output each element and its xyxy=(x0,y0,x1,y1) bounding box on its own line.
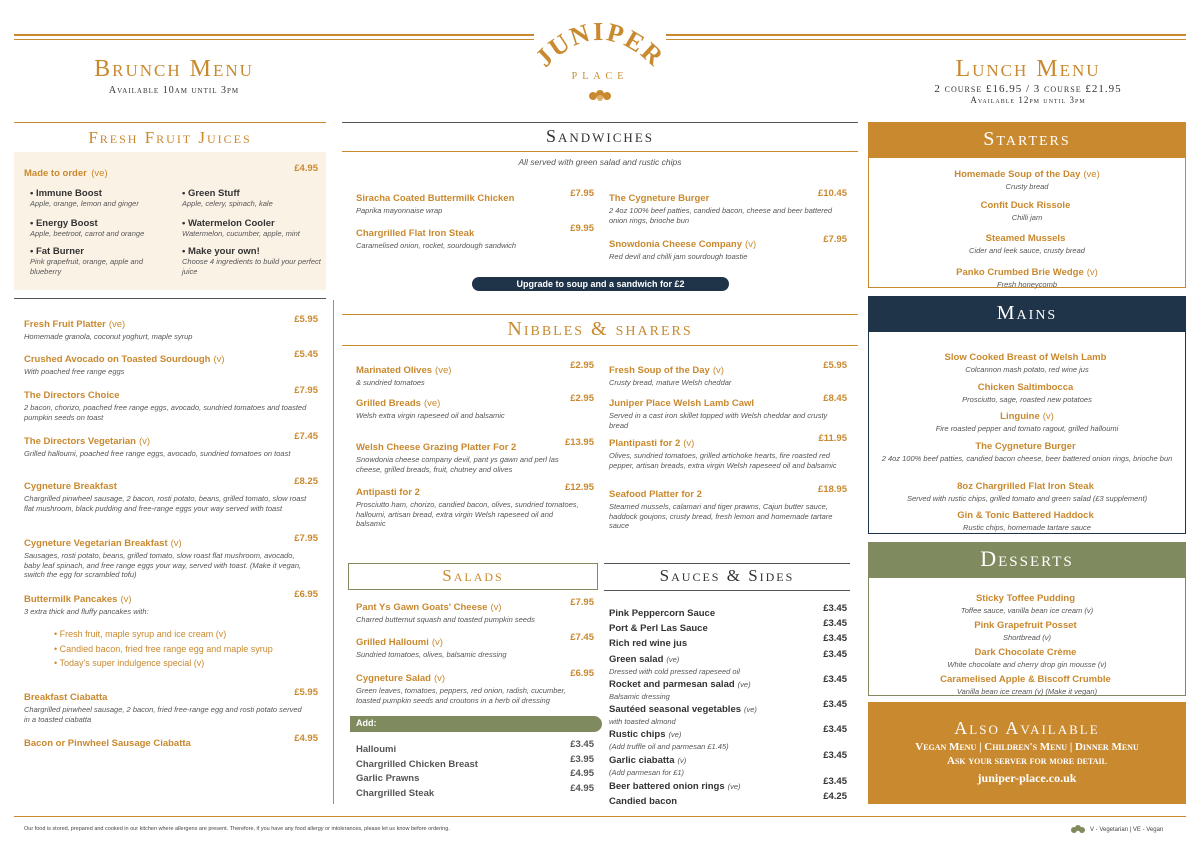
item-price: £7.95 xyxy=(570,597,594,608)
item-price: £5.95 xyxy=(823,360,847,371)
item-description: Sausages, rosti potato, beans, grilled tomato, slow roast flat mushroom, avocado, baby leaf spinach, and free range eggs your way, served with toast. (Make it vegan, switch the egg for scrambled tofu) xyxy=(24,551,302,579)
item-description: Charred butternut squash and toasted pumpkin seeds xyxy=(356,615,535,624)
item-row xyxy=(868,642,1186,660)
item-name: The Cygneture Burger xyxy=(975,441,1076,452)
item-tag: (v) xyxy=(490,602,502,613)
brunch-subtitle: Available 10am until 3pm xyxy=(108,85,240,96)
made-to-order-price: £4.95 xyxy=(294,163,318,174)
juice-name: • Watermelon Cooler xyxy=(182,218,275,229)
item-price: £10.45 xyxy=(817,188,847,199)
item-price: £7.95 xyxy=(294,385,318,396)
item-row xyxy=(868,406,1186,424)
item-name: Slow Cooked Breast of Welsh Lamb xyxy=(944,352,1107,363)
item-name: The Directors Choice xyxy=(24,390,120,401)
made-to-order-tag: (ve) xyxy=(91,168,108,179)
menu-item xyxy=(356,360,594,388)
item-price: £5.95 xyxy=(294,687,318,698)
item-name: Siracha Coated Buttermilk Chicken xyxy=(356,193,515,204)
item-price: £2.95 xyxy=(570,393,594,404)
juice-description: Apple, orange, lemon and ginger xyxy=(30,199,139,208)
menu-item xyxy=(868,669,1186,697)
item-description: Homemade granola, coconut yoghurt, maple syrup xyxy=(24,332,193,341)
juice-item xyxy=(182,188,322,209)
item-tag: (v) xyxy=(745,239,757,250)
menu-item xyxy=(868,642,1186,670)
item-description: Snowdonia cheese company devil, pant ys gawn and perl las cheese, grilled breads, fruit, chutney and olives xyxy=(356,455,559,474)
item-price: £4.95 xyxy=(570,768,594,779)
item-name: Homemade Soup of the Day xyxy=(954,169,1081,180)
item-name: The Cygneture Burger xyxy=(609,193,710,204)
item-price: £4.95 xyxy=(294,733,318,744)
item-price: £3.95 xyxy=(570,754,594,765)
item-price: £6.95 xyxy=(570,668,594,679)
add-bar xyxy=(350,716,602,732)
juice-description: Pink grapefruit, orange, apple and blueberry xyxy=(30,257,143,276)
item-description: Balsamic dressing xyxy=(609,692,670,701)
item-row xyxy=(868,164,1186,182)
item-name: Dark Chocolate Crème xyxy=(974,647,1077,658)
item-name: Linguine xyxy=(1000,411,1040,422)
item-description: Chilli jam xyxy=(1011,213,1043,222)
item-name: Chargrilled Steak xyxy=(356,788,435,799)
item-row xyxy=(868,505,1186,523)
item-description: Vanilla bean ice cream (v) (Make it vegan) xyxy=(956,687,1098,696)
item-name: Grilled Breads xyxy=(356,398,421,409)
menu-item xyxy=(868,195,1186,223)
mains-title: Mains xyxy=(996,302,1058,324)
item-price: £5.45 xyxy=(294,349,318,360)
item-tag: (ve) xyxy=(1083,169,1100,180)
logo-top: JUNIPER xyxy=(530,16,670,73)
item-description: (Add truffle oil and parmesan £1.45) xyxy=(609,742,729,751)
item-price: £3.45 xyxy=(823,603,847,614)
menu-item xyxy=(868,228,1186,256)
item-name: Juniper Place Welsh Lamb Cawl xyxy=(609,398,755,409)
item-name: The Directors Vegetarian xyxy=(24,436,136,447)
item-name: Grilled Halloumi xyxy=(356,637,429,648)
item-price: £8.25 xyxy=(294,476,318,487)
item-price: £8.45 xyxy=(823,393,847,404)
item-name: Beer battered onion rings xyxy=(609,781,725,792)
lunch-subtitle: Available 12pm until 3pm xyxy=(970,95,1086,105)
menu-item xyxy=(868,505,1186,533)
item-name: Panko Crumbed Brie Wedge xyxy=(956,267,1084,278)
lunch-title: Lunch Menu xyxy=(955,56,1101,82)
juice-description: Watermelon, cucumber, apple, mint xyxy=(182,229,300,238)
item-description: Fresh honeycomb xyxy=(996,280,1058,289)
item-price: £3.45 xyxy=(823,633,847,644)
sauce-item xyxy=(609,699,847,727)
item-price: £4.25 xyxy=(823,791,847,802)
menu-item xyxy=(868,377,1186,405)
juices-title: Fresh Fruit Juices xyxy=(88,128,252,147)
menu-item xyxy=(24,589,318,617)
item-tag: (v) xyxy=(433,673,446,684)
menu-item xyxy=(356,188,594,216)
item-row xyxy=(868,669,1186,687)
item-name: Chargrilled Chicken Breast xyxy=(356,759,478,770)
menu-item xyxy=(868,588,1186,616)
item-description: 3 extra thick and fluffy pancakes with: xyxy=(24,607,149,616)
item-tag: (v) xyxy=(120,594,132,605)
logo-bottom: PLACE xyxy=(571,71,629,82)
sauce-item xyxy=(609,724,847,752)
item-price: £7.45 xyxy=(570,632,594,643)
item-description: Sundried tomatoes, olives, balsamic dressing xyxy=(356,650,507,659)
legend xyxy=(1070,824,1163,836)
menu-item xyxy=(609,360,847,388)
menu-item xyxy=(24,533,318,580)
menu-item xyxy=(24,349,318,377)
item-name: Welsh Cheese Grazing Platter For 2 xyxy=(356,442,517,453)
also-available-box xyxy=(868,702,1186,804)
item-name: Chargrilled Flat Iron Steak xyxy=(356,228,475,239)
juice-item xyxy=(30,246,170,276)
item-tag: (v) xyxy=(1086,267,1098,278)
sauce-item xyxy=(609,750,847,778)
item-row xyxy=(868,615,1186,633)
item-description: Chargrilled pinwheel sausage, 2 bacon, rosti potato, beans, grilled tomato, slow roast flat mushroom, black pudding and free-range eggs your way served with toast xyxy=(24,494,307,513)
item-name: Snowdonia Cheese Company xyxy=(609,239,743,250)
juice-item xyxy=(30,188,170,209)
item-price: £12.95 xyxy=(564,482,594,493)
juice-item xyxy=(182,218,322,239)
item-description: Chargrilled pinwheel sausage, 2 bacon, fried free-range egg and rosti potato served in a toasted ciabatta xyxy=(24,705,302,724)
allergy-note: Our food is stored, prepared and cooked in our kitchen where allergens are present. Therefore, if you have any food allergy or intolerances, please let us know before ordering. xyxy=(24,826,450,832)
item-name: Cygneture Salad xyxy=(356,673,431,684)
menu-item xyxy=(868,406,1186,434)
juice-description: Choose 4 ingredients to build your perfect juice xyxy=(182,257,321,276)
item-name: Rustic chips xyxy=(609,729,666,740)
item-row xyxy=(868,347,1186,365)
item-price: £7.95 xyxy=(570,188,594,199)
menu-item xyxy=(356,597,594,625)
item-name: Chicken Saltimbocca xyxy=(977,382,1074,393)
item-name: Cygneture Vegetarian Breakfast xyxy=(24,538,168,549)
menu-item xyxy=(609,433,847,470)
made-to-order-label: Made to order xyxy=(24,168,87,179)
menu-item xyxy=(609,234,847,262)
sandwiches-title: Sandwiches xyxy=(545,126,654,146)
item-tag: (ve) xyxy=(108,319,126,330)
juice-name: • Energy Boost xyxy=(30,218,98,229)
menu-item xyxy=(868,476,1186,504)
item-description: Prosciutto ham, chorizo, candied bacon, olives, sundried tomatoes, halloumi, artisan bread, extra virgin Welsh rapeseed oil and balsamic xyxy=(356,500,579,528)
item-price: £7.95 xyxy=(294,533,318,544)
item-name: Seafood Platter for 2 xyxy=(609,489,702,500)
item-row xyxy=(868,476,1186,494)
item-tag: (v) xyxy=(138,436,151,447)
item-description: with toasted almond xyxy=(609,717,676,726)
juniper-berries-icon xyxy=(1070,824,1086,836)
item-row xyxy=(868,228,1186,246)
also-title: Also Available xyxy=(954,718,1100,738)
item-description: 2 bacon, chorizo, poached free range eggs, avocado, sundried tomatoes and toasted pumpkin seeds on toast xyxy=(24,403,307,422)
item-name: Garlic Prawns xyxy=(356,773,420,784)
item-tag: (ve) xyxy=(727,782,741,791)
juice-description: Apple, beetroot, carrot and orange xyxy=(30,229,145,238)
item-description: Colcannon mash potato, red wine jus xyxy=(965,365,1089,374)
item-description: (Add parmesan for £1) xyxy=(609,768,685,777)
logo-arc-text xyxy=(530,14,670,74)
item-description: Rustic chips, homemade tartare sauce xyxy=(963,523,1091,532)
item-description: Toffee sauce, vanilla bean ice cream (v) xyxy=(960,606,1094,615)
item-price: £7.95 xyxy=(823,234,847,245)
item-tag: (v) xyxy=(213,354,225,365)
menu-item xyxy=(356,668,594,705)
item-tag: (v) xyxy=(170,538,182,549)
item-price: £3.45 xyxy=(823,618,847,629)
item-tag: (ve) xyxy=(435,365,452,376)
item-price: £9.95 xyxy=(570,223,594,234)
item-name: Plantipasti for 2 xyxy=(609,438,681,449)
salads-title: Salads xyxy=(442,566,504,585)
item-name: Fresh Fruit Platter xyxy=(24,319,106,330)
item-name: Garlic ciabatta xyxy=(609,755,675,766)
item-description: Welsh extra virgin rapeseed oil and balsamic xyxy=(356,411,505,420)
item-name: Fresh Soup of the Day xyxy=(609,365,710,376)
item-name: Candied bacon xyxy=(609,796,678,807)
item-name: Pink Grapefruit Posset xyxy=(974,620,1077,631)
juice-name: • Green Stuff xyxy=(182,188,240,199)
item-tag: (ve) xyxy=(666,655,680,664)
item-name: Marinated Olives xyxy=(356,365,433,376)
also-line2: Ask your server for more detail xyxy=(947,755,1107,767)
item-name: Gin & Tonic Battered Haddock xyxy=(957,510,1094,521)
menu-item xyxy=(24,476,318,513)
menu-item xyxy=(24,687,318,724)
item-name: Caramelised Apple & Biscoff Crumble xyxy=(940,674,1111,685)
item-name: 8oz Chargrilled Flat Iron Steak xyxy=(957,481,1094,492)
menu-item xyxy=(609,484,847,531)
juice-item xyxy=(182,246,322,276)
juice-name: • Immune Boost xyxy=(30,188,102,199)
svg-text:JUNIPER xyxy=(530,17,670,73)
item-price: £13.95 xyxy=(564,437,594,448)
juniper-berries-icon xyxy=(530,86,670,107)
item-description: Served with rustic chips, grilled tomato and green salad (£3 supplement) xyxy=(906,494,1148,503)
legend-text: V - Vegetarian | VE - Vegan xyxy=(1090,827,1164,833)
website-link[interactable]: juniper-place.co.uk xyxy=(977,771,1077,785)
menu-item xyxy=(24,733,318,751)
menu-item xyxy=(24,314,318,342)
add-item xyxy=(356,783,594,801)
item-price: £7.45 xyxy=(294,431,318,442)
item-price: £3.45 xyxy=(823,699,847,710)
item-description: & sundried tomatoes xyxy=(356,378,425,387)
menu-item xyxy=(868,615,1186,643)
menu-item xyxy=(24,431,318,459)
item-description: 2 4oz 100% beef patties, candied bacon, cheese and beer battered onion rings, brioche bun xyxy=(609,206,833,225)
item-description: With poached free range eggs xyxy=(24,367,125,376)
item-description: Red devil and chilli jam sourdough toastie xyxy=(609,252,748,261)
juice-name: • Fat Burner xyxy=(30,246,84,257)
menu-item xyxy=(609,393,847,430)
item-price: £3.45 xyxy=(570,739,594,750)
item-description: Shortbread (v) xyxy=(1003,633,1051,642)
item-tag: (ve) xyxy=(737,680,751,689)
menu-item xyxy=(356,632,594,660)
item-row xyxy=(868,436,1186,454)
menu-item xyxy=(356,482,594,529)
juice-name: • Make your own! xyxy=(182,246,260,257)
juice-description: Apple, celery, spinach, kale xyxy=(182,199,273,208)
item-description: Grilled halloumi, poached free range eggs, avocado, sundried tomatoes on toast xyxy=(24,449,291,458)
menu-item xyxy=(356,223,594,251)
item-name: Rocket and parmesan salad xyxy=(609,679,735,690)
item-description: Crusty bread, mature Welsh cheddar xyxy=(609,378,732,387)
upgrade-banner: Upgrade to soup and a sandwich for £2 xyxy=(472,277,729,291)
item-description: Paprika mayonnaise wrap xyxy=(356,206,443,215)
menu-item xyxy=(609,188,847,225)
menu-item xyxy=(356,393,594,421)
sauces-title: Sauces & Sides xyxy=(659,566,795,585)
item-description: Steamed mussels, calamari and tiger prawns, Cajun butter sauce, haddock goujons, crusty bread, fresh lemon and homemade tartare sauce xyxy=(609,502,833,530)
item-description: Served in a cast iron skillet topped with Welsh cheddar and crusty bread xyxy=(609,411,828,430)
item-description: 2 4oz 100% beef patties, candied bacon cheese, beer battered onion rings, brioche bun xyxy=(881,454,1173,463)
starters-title: Starters xyxy=(983,128,1071,150)
item-price: £3.45 xyxy=(823,724,847,735)
menu-item xyxy=(868,347,1186,375)
nibbles-title: Nibbles & sharers xyxy=(507,318,693,340)
brunch-title: Brunch Menu xyxy=(94,56,254,82)
item-tag: (v) xyxy=(431,637,443,648)
item-tag: (v) xyxy=(677,756,687,765)
item-name: Antipasti for 2 xyxy=(356,487,420,498)
item-description: Prosciutto, sage, roasted new potatoes xyxy=(962,395,1092,404)
juice-item xyxy=(30,218,170,239)
item-name: Breakfast Ciabatta xyxy=(24,692,108,703)
logo xyxy=(530,14,670,106)
also-line1: Vegan Menu | Children's Menu | Dinner Menu xyxy=(915,741,1139,753)
pancake-option: • Fresh fruit, maple syrup and ice cream (v) xyxy=(54,629,227,639)
menu-item xyxy=(868,262,1186,290)
sauce-item xyxy=(609,791,847,809)
item-description: Crusty bread xyxy=(1005,182,1049,191)
item-name: Pink Peppercorn Sauce xyxy=(609,608,716,619)
menu-item xyxy=(868,436,1186,464)
item-name: Confit Duck Rissole xyxy=(980,200,1071,211)
pancake-option: • Today's super indulgence special (v) xyxy=(54,658,205,668)
item-description: Fire roasted pepper and tomato ragout, grilled halloumi xyxy=(935,424,1119,433)
item-description: Dressed with cold pressed rapeseed oil xyxy=(609,667,740,676)
item-price: £18.95 xyxy=(817,484,847,495)
item-name: Bacon or Pinwheel Sausage Ciabatta xyxy=(24,738,191,749)
sauce-item xyxy=(609,674,847,702)
item-tag: (ve) xyxy=(668,730,682,739)
item-name: Port & Perl Las Sauce xyxy=(609,623,708,634)
item-name: Cygneture Breakfast xyxy=(24,481,117,492)
item-tag: (v) xyxy=(1042,411,1054,422)
item-row xyxy=(868,262,1186,280)
item-row xyxy=(868,195,1186,213)
item-tag: (v) xyxy=(712,365,724,376)
item-name: Rich red wine jus xyxy=(609,638,688,649)
menu-item xyxy=(24,385,318,422)
item-description: Caramelised onion, rocket, sourdough sandwich xyxy=(356,241,517,250)
item-price: £6.95 xyxy=(294,589,318,600)
item-price: £11.95 xyxy=(818,433,847,444)
item-price: £3.45 xyxy=(823,649,847,660)
menu-item xyxy=(356,437,594,474)
lunch-price: 2 course £16.95 / 3 course £21.95 xyxy=(934,83,1122,95)
item-row xyxy=(868,377,1186,395)
item-name: Sautéed seasonal vegetables xyxy=(609,704,742,715)
item-price: £2.95 xyxy=(570,360,594,371)
item-name: Buttermilk Pancakes xyxy=(24,594,118,605)
item-name: Halloumi xyxy=(356,744,397,755)
item-description: Cider and leek sauce, crusty bread xyxy=(969,246,1085,255)
item-name: Crushed Avocado on Toasted Sourdough xyxy=(24,354,211,365)
item-tag: (v) xyxy=(683,438,695,449)
item-price: £4.95 xyxy=(570,783,594,794)
item-price: £3.45 xyxy=(823,776,847,787)
item-name: Pant Ys Gawn Goats' Cheese xyxy=(356,602,488,613)
item-description: Olives, sundried tomatoes, grilled artichoke hearts, fire roasted red pepper, artisan breads, extra virgin Welsh rapeseed oil and balsamic xyxy=(609,451,837,470)
item-price: £3.45 xyxy=(823,750,847,761)
sauce-item xyxy=(609,649,847,677)
menu-item xyxy=(868,164,1186,192)
item-tag: (ve) xyxy=(744,705,757,714)
item-row xyxy=(868,588,1186,606)
item-name: Green salad xyxy=(609,654,664,665)
item-tag: (ve) xyxy=(423,398,441,409)
sandwiches-subtitle: All served with green salad and rustic chips xyxy=(518,157,682,167)
item-name: Steamed Mussels xyxy=(985,233,1066,244)
item-name: Sticky Toffee Pudding xyxy=(975,593,1076,604)
item-price: £5.95 xyxy=(294,314,318,325)
pancake-option: • Candied bacon, fried free range egg and maple syrup xyxy=(54,644,273,654)
item-description: White chocolate and cherry drop gin mousse (v) xyxy=(947,660,1107,669)
desserts-title: Desserts xyxy=(980,546,1074,571)
add-label: Add: xyxy=(356,718,377,728)
item-description: Green leaves, tomatoes, peppers, red onion, radish, cucumber, toasted pumpkin seeds and croutons in a herb oil dressing xyxy=(356,686,566,705)
item-price: £3.45 xyxy=(823,674,847,685)
